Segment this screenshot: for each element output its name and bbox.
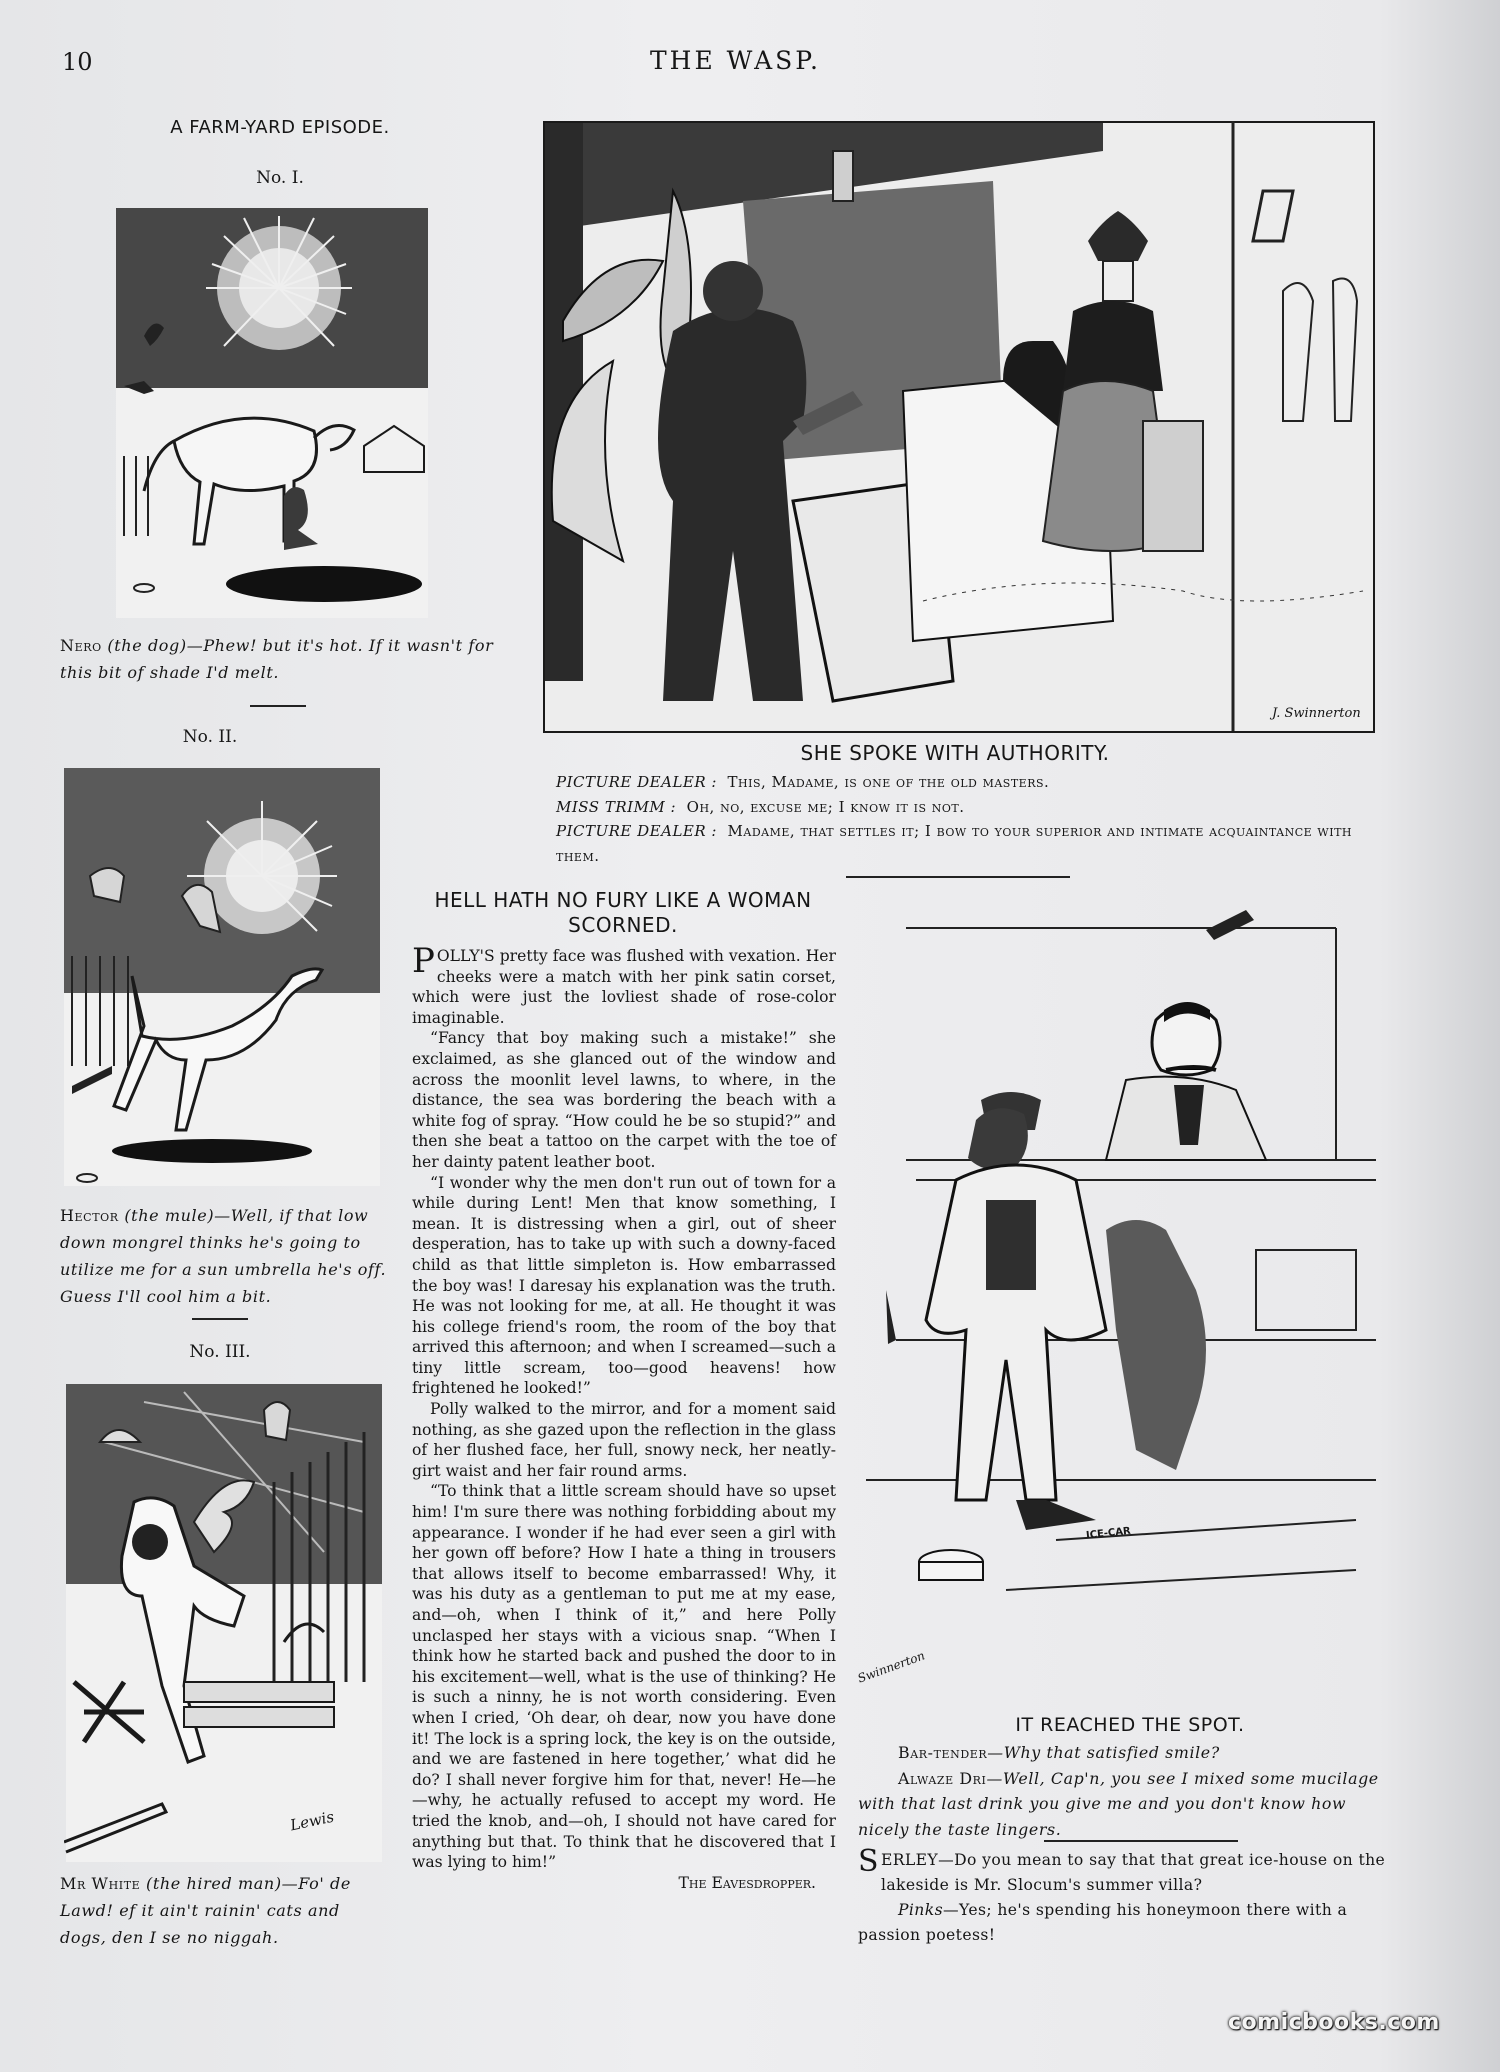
panel2-speaker: Hector <box>60 1206 119 1225</box>
panel2-quote: —Well, if that low down mongrel thinks he's going to utilize me for a sun umbrella he's off. Guess I'll cool him a bit. <box>60 1206 387 1306</box>
panel1-speaker: Nero <box>60 636 102 655</box>
panel1-quote: —Phew! but it's hot. If it wasn't for this bit of shade I'd melt. <box>60 636 494 682</box>
panel1-caption <box>60 632 496 686</box>
panel3-speaker: Mr White <box>60 1874 141 1893</box>
spot-dialogue <box>858 1740 1392 1842</box>
panel1-illustration <box>114 206 430 618</box>
panel3-illustration <box>64 1382 386 1862</box>
watermark: comicbooks.com <box>1228 2010 1440 2035</box>
panel1-label: No. I. <box>256 168 304 188</box>
panel1-role: (the dog) <box>107 636 187 655</box>
panel3-role: (the hired man) <box>146 1874 282 1893</box>
panel3-signature: Lewis <box>288 1807 336 1835</box>
panel2-caption <box>60 1202 398 1310</box>
dialogue-line-2: Alwaze Dri—Well, Cap'n, you see I mixed some mucilage with that last drink you give me and you don't know how nicely the taste lingers. <box>858 1768 1379 1839</box>
divider <box>1044 1840 1238 1842</box>
serley-joke <box>858 1844 1394 1948</box>
ice-car-sign: ICE-CAR <box>1085 1525 1132 1542</box>
dialogue-line-2: MISS TRIMM : Oh, no, excuse me; I know it is not. <box>556 797 965 816</box>
story-paragraph: “Fancy that boy making such a mistake!” she exclaimed, as she glanced out of the window and across the moonlit level lawns, to where, in the distance, the sea was bordering the beach with a white fog of spray. “How could he be so stupid?” and then she beat a tattoo on the carpet with the toe of her dainty patent leather boot. <box>412 1029 836 1171</box>
dialogue-line-1: Bar-tender—Why that satisfied smile? <box>898 1743 1220 1762</box>
panel2-illustration <box>62 766 382 1186</box>
authority-dialogue <box>556 770 1396 868</box>
panel3-label: No. III. <box>189 1342 251 1362</box>
serley-dropcap: S <box>858 1844 879 1879</box>
page-number: 10 <box>62 48 93 76</box>
story-paragraph: “I wonder why the men don't run out of town for a while during Lent! Men that know something, I mean. It is distressing when a girl, out of sheer desperation, has to take up with such a downy-faced child as that little simpleton is. How embarrassed the boy was! I daresay his explanation was the truth. He was not looking for me, at all. He thought it was his college friend's room, the room of the boy that arrived this afternoon; and when I screamed—such a tiny little scream, too—good heavens! how frightened he looked!” <box>412 1173 836 1398</box>
farmyard-title: A FARM-YARD EPISODE. <box>170 117 390 138</box>
masthead: THE WASP. <box>650 46 822 75</box>
panel3-caption <box>60 1870 386 1951</box>
panel3-quote: —Fo' de Lawd! ef it ain't rainin' cats and dogs, den I se no niggah. <box>60 1874 351 1947</box>
authority-illustration <box>543 121 1375 733</box>
spot-title: IT REACHED THE SPOT. <box>1015 1714 1245 1736</box>
story-title: HELL HATH NO FURY LIKE A WOMAN SCORNED. <box>434 888 812 937</box>
panel2-role: (the mule) <box>124 1206 215 1225</box>
panel2-label: No. II. <box>182 727 238 747</box>
authority-title: SHE SPOKE WITH AUTHORITY. <box>800 741 1110 765</box>
divider <box>250 705 306 707</box>
story-dropcap: P <box>412 941 435 981</box>
story-body <box>412 941 836 1893</box>
serley-line-1: ERLEY—Do you mean to say that that great ice-house on the lakeside is Mr. Slocum's summer villa? <box>880 1851 1386 1894</box>
dialogue-line-1: PICTURE DEALER : This, Madame, is one of the old masters. <box>556 773 1050 791</box>
dialogue-line-3: PICTURE DEALER : Madame, that settles it; I bow to your superior and intimate acquaintance with them. <box>556 822 1353 865</box>
story-signoff: The Eavesdropper. <box>678 1873 816 1892</box>
divider <box>846 876 1070 878</box>
spot-illustration <box>856 900 1396 1700</box>
spot-signature: Swinnerton <box>855 1648 927 1686</box>
serley-line-2: Pinks—Yes; he's spending his honeymoon there with a passion poetess! <box>858 1901 1348 1944</box>
story-paragraph: “To think that a little scream should have so upset him! I'm sure there was nothing forbidding about my appearance. I wonder if he had ever seen a girl with her gown off before? How I hate a thing in trousers that allows itself to become embarrassed! Why, it was his duty as a gentleman to put me at my ease, and—oh, when I think of it,” and here Polly unclasped her stays with a vicious snap. “When I think how he started back and pushed the door to in his excitement—well, what is the use of thinking? He is such a ninny, he is not worth considering. Even when I cried, ‘Oh dear, oh dear, now you have done it! The lock is a spring lock, the key is on the outside, and we are fastened in here together,’ what did he do? I shall never forgive him for that, never! He—he—why, he actually refused to accept my word. He tried the knob, and—oh, I should not have cared for anything but that. To think that he discovered that I was lying to him!” <box>412 1482 836 1872</box>
story-paragraph: OLLY'S pretty face was flushed with vexation. Her cheeks were a match with her pink satin corset, which were just the lovliest shade of rose-color imaginable. <box>412 947 836 1027</box>
authority-signature: J. Swinnerton <box>1272 706 1361 721</box>
divider <box>192 1318 248 1320</box>
story-paragraph: Polly walked to the mirror, and for a moment said nothing, as she gazed upon the reflection in the glass of her flushed face, her full, snowy neck, her neatly-girt waist and her fair round arms. <box>412 1400 836 1480</box>
